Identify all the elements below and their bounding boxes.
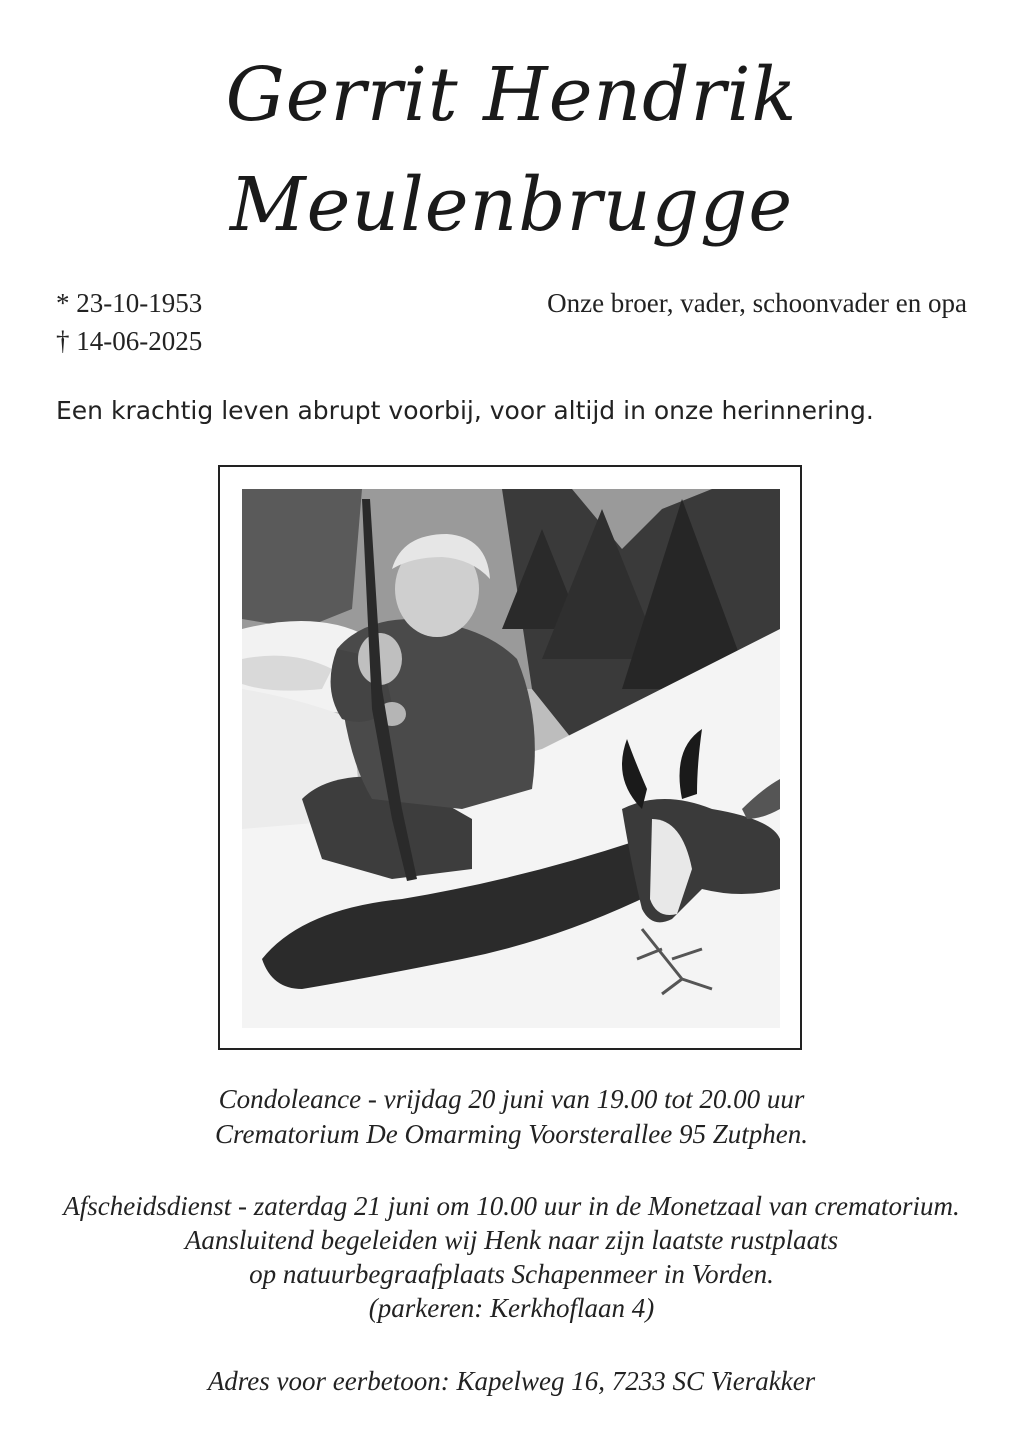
portrait-photo [242,489,780,1028]
name-first-line: Gerrit Hendrik [225,52,798,138]
service-line-2: Aansluitend begeleiden wij Henk naar zijn laatste rustplaats [184,1225,839,1255]
tagline: Een krachtig leven abrupt voorbij, voor altijd in onze herinnering. [56,396,874,425]
photo-frame [218,465,802,1050]
photo-illustration [242,489,780,1028]
address-line: Adres voor eerbetoon: Kapelweg 16, 7233 SC Vierakker [207,1366,816,1396]
birth-date: * 23-10-1953 [56,288,203,318]
service-line-1: Afscheidsdienst - zaterdag 21 juni om 10.00 uur in de Monetzaal van crematorium. [63,1191,960,1221]
service-line-4: (parkeren: Kerkhoflaan 4) [368,1293,655,1323]
service-line-3: op natuurbegraafplaats Schapenmeer in Vorden. [249,1259,774,1289]
condolence-line-2: Crematorium De Omarming Voorsterallee 95 Zutphen. [215,1119,808,1149]
relation-text: Onze broer, vader, schoonvader en opa [547,288,967,318]
name-last-line: Meulenbrugge [229,162,794,248]
condolence-line-1: Condoleance - vrijdag 20 juni van 19.00 tot 20.00 uur [218,1084,805,1114]
death-date: † 14-06-2025 [56,326,203,356]
